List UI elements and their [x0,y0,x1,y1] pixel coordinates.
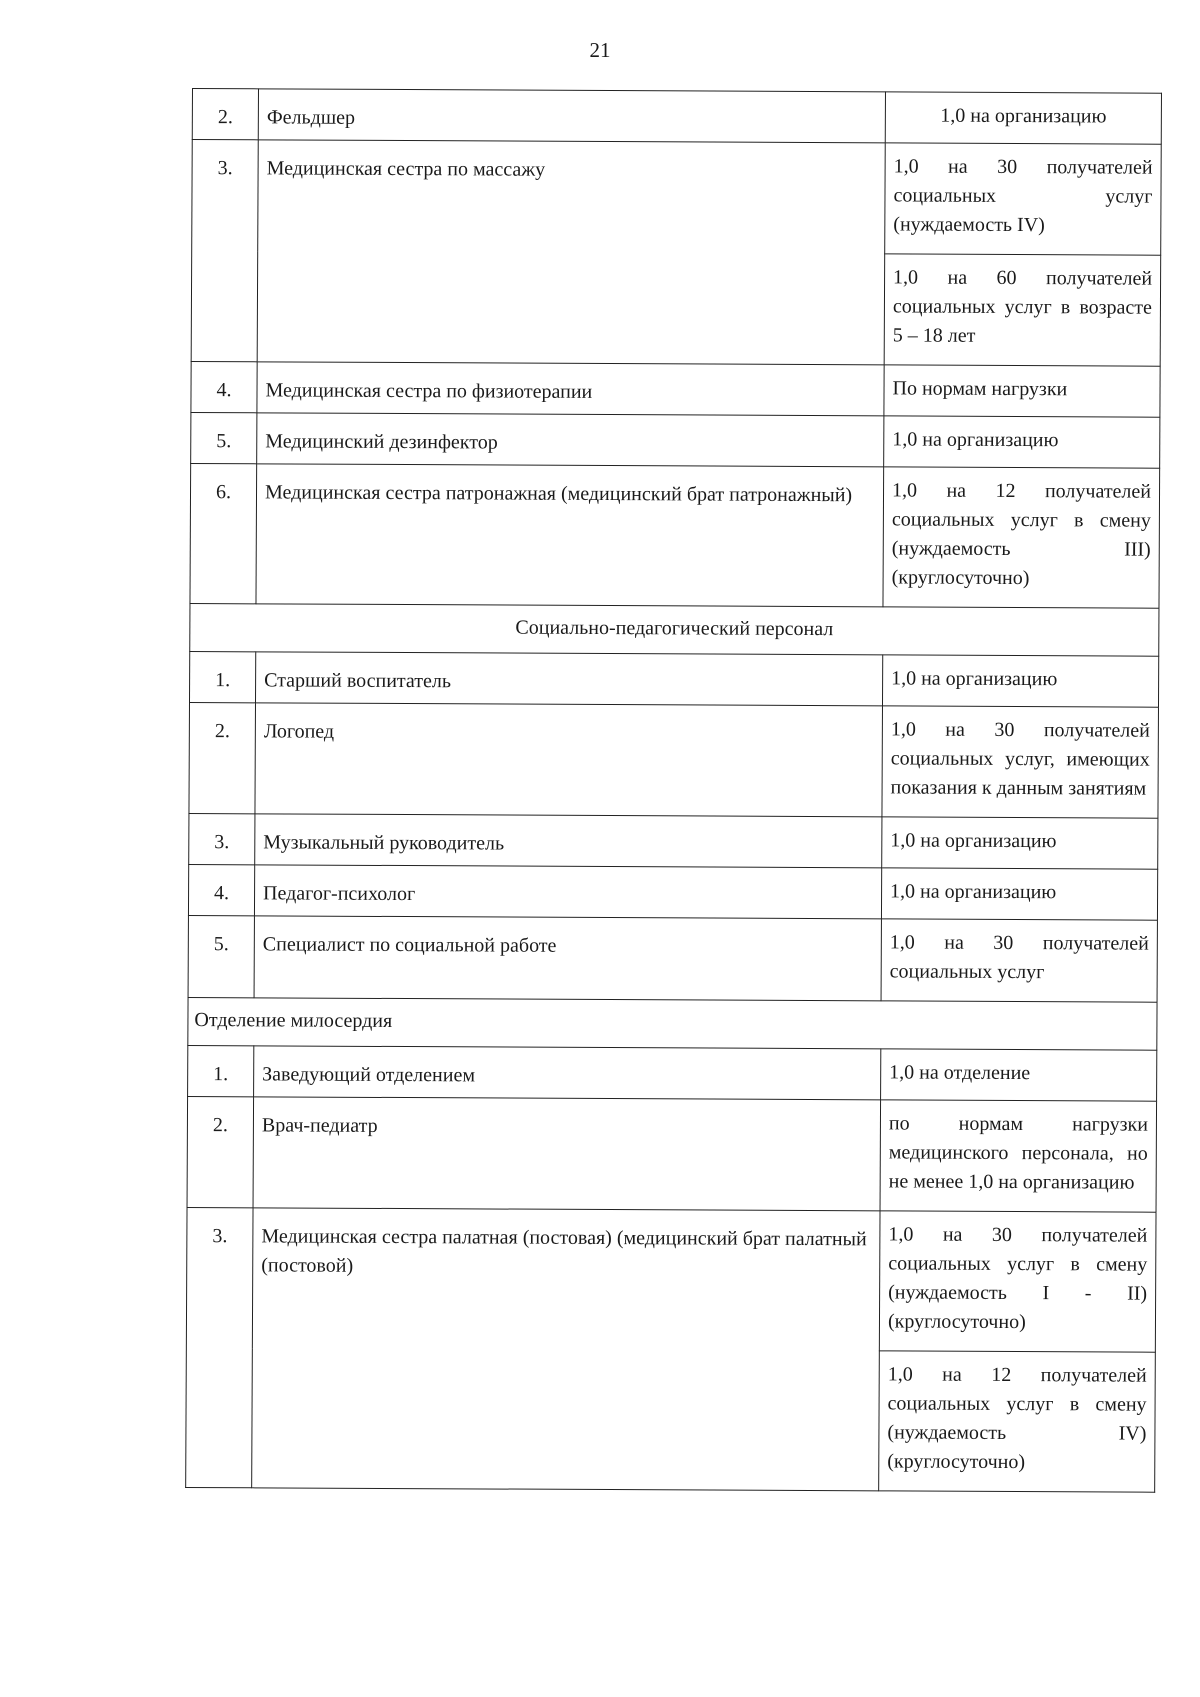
position-name: Медицинская сестра патронажная (медицинский брат патронажный) [256,464,884,607]
row-number: 6. [190,463,257,603]
row-number: 3. [186,1207,253,1487]
row-number: 2. [187,1096,254,1207]
table-row [192,89,1161,145]
staffing-norm: 1,0 на организацию [885,92,1161,144]
row-number: 1. [188,1045,254,1096]
table-row [186,1207,1156,1352]
staffing-norm: 1,0 на 30 получателей социальных услуг в смену (нуждаемость I - II) (круглосуточно) [879,1211,1156,1352]
table-row [189,702,1159,818]
table-row [188,864,1157,920]
staffing-norm: 1,0 на 30 получателей социальных услуг, имеющих показания к данным занятиям [882,706,1159,818]
table-row [189,651,1158,707]
section-header-row [190,603,1159,656]
page-number: 21 [589,38,611,62]
row-number: 3. [189,813,255,864]
row-number: 2. [189,702,256,813]
position-name: Медицинская сестра палатная (постовая) (медицинский брат палатный (постовой) [252,1208,880,1491]
position-name: Медицинская сестра по массажу [257,140,885,365]
row-number: 2. [192,89,258,140]
position-name: Педагог-психолог [254,865,881,919]
staffing-norm: 1,0 на 12 получателей социальных услуг в смену (нуждаемость III) (круглосуточно) [883,467,1160,608]
position-name: Медицинская сестра по физиотерапии [257,362,884,416]
row-number: 1. [189,651,255,702]
position-name: Старший воспитатель [255,652,882,706]
staffing-norm: 1,0 на 12 получателей социальных услуг в смену (нуждаемость IV) (круглосуточно) [879,1351,1156,1492]
table-row [188,1045,1157,1101]
table-row [191,361,1160,417]
position-name: Фельдшер [258,89,885,143]
table-row [188,915,1157,1002]
staffing-norm: 1,0 на 30 получателей социальных услуг (нуждаемость IV) [885,143,1162,255]
staffing-norm: 1,0 на организацию [882,655,1158,707]
position-name: Специалист по социальной работе [254,916,881,1001]
position-name: Медицинский дезинфектор [257,413,884,467]
staffing-norm: по нормам нагрузки медицинского персонала, но не менее 1,0 на организацию [880,1100,1157,1212]
row-number: 4. [191,361,257,412]
staffing-norm: 1,0 на организацию [881,868,1157,920]
position-name: Музыкальный руководитель [255,814,882,868]
staffing-norm: 1,0 на 30 получателей социальных услуг [881,919,1157,1002]
position-name: Логопед [255,703,883,817]
row-number: 4. [188,864,254,915]
table-row [191,412,1160,468]
staffing-table [185,88,1162,1493]
section-title: Социально-педагогический персонал [190,603,1159,656]
position-name: Врач-педиатр [253,1097,881,1211]
staffing-norm: 1,0 на отделение [881,1049,1157,1101]
row-number: 3. [191,140,258,362]
row-number: 5. [188,915,254,997]
position-name: Заведующий отделением [254,1046,881,1100]
staffing-norm: По нормам нагрузки [884,365,1160,417]
section-header-row [188,997,1157,1050]
table-row [187,1096,1157,1212]
table-row [192,140,1162,256]
staffing-norm: 1,0 на организацию [882,817,1158,869]
section-title: Отделение милосердия [188,997,1157,1050]
staffing-norm: 1,0 на 60 получателей социальных услуг в возрасте 5 – 18 лет [884,254,1161,366]
row-number: 5. [191,412,257,463]
table-row [190,463,1160,608]
staffing-norm: 1,0 на организацию [884,416,1160,468]
table-row [189,813,1158,869]
